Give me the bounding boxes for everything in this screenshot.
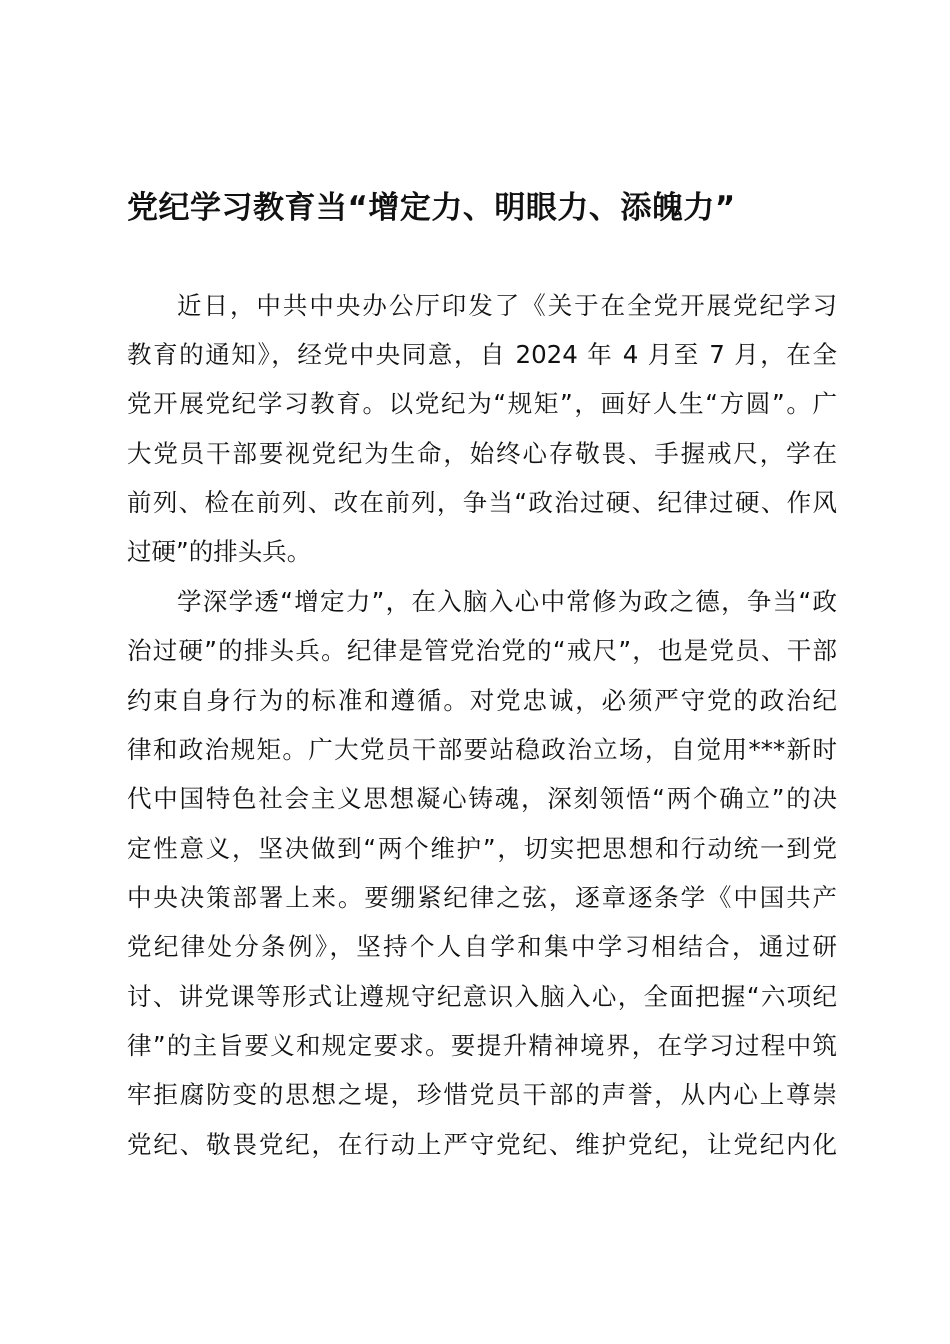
paragraph-2-line-4: 律和政治规矩。广大党员干部要站稳政治立场，自觉用***新时 — [127, 735, 837, 764]
paragraph-2-line-2: 治过硬”的排头兵。纪律是管党治党的“戒尺”，也是党员、干部 — [127, 636, 837, 665]
paragraph-1-line-6: 过硬”的排头兵。 — [127, 537, 312, 566]
paragraph-2-line-5: 代中国特色社会主义思想凝心铸魂，深刻领悟“两个确立”的决 — [127, 784, 837, 813]
document-title: 党纪学习教育当“增定力、明眼力、添魄力” — [127, 190, 736, 226]
paragraph-1-line-2: 教育的通知》，经党中央同意，自 2024 年 4 月至 7 月，在全 — [127, 340, 837, 369]
paragraph-2-line-6: 定性意义，坚决做到“两个维护”，切实把思想和行动统一到党 — [127, 834, 837, 863]
paragraph-2-line-7: 中央决策部署上来。要绷紧纪律之弦，逐章逐条学《中国共产 — [127, 883, 837, 912]
paragraph-2-line-1: 学深学透“增定力”，在入脑入心中常修为政之德，争当“政 — [177, 587, 837, 616]
paragraph-2-line-8: 党纪律处分条例》，坚持个人自学和集中学习相结合，通过研 — [127, 932, 837, 961]
paragraph-2-line-3: 约束自身行为的标准和遵循。对党忠诚，必须严守党的政治纪 — [127, 686, 837, 715]
paragraph-1-line-4: 大党员干部要视党纪为生命，始终心存敬畏、手握戒尺，学在 — [127, 439, 837, 468]
paragraph-1-line-1: 近日，中共中央办公厅印发了《关于在全党开展党纪学习 — [177, 291, 837, 320]
paragraph-2-line-11: 牢拒腐防变的思想之堤，珍惜党员干部的声誉，从内心上尊崇 — [127, 1080, 837, 1109]
paragraph-2-line-10: 律”的主旨要义和规定要求。要提升精神境界，在学习过程中筑 — [127, 1031, 837, 1060]
paragraph-1-line-3: 党开展党纪学习教育。以党纪为“规矩”，画好人生“方圆”。广 — [127, 389, 837, 418]
paragraph-2-line-12: 党纪、敬畏党纪，在行动上严守党纪、维护党纪，让党纪内化 — [127, 1130, 837, 1159]
paragraph-2-line-9: 讨、讲党课等形式让遵规守纪意识入脑入心，全面把握“六项纪 — [127, 982, 837, 1011]
paragraph-1-line-5: 前列、检在前列、改在前列，争当“政治过硬、纪律过硬、作风 — [127, 488, 837, 517]
